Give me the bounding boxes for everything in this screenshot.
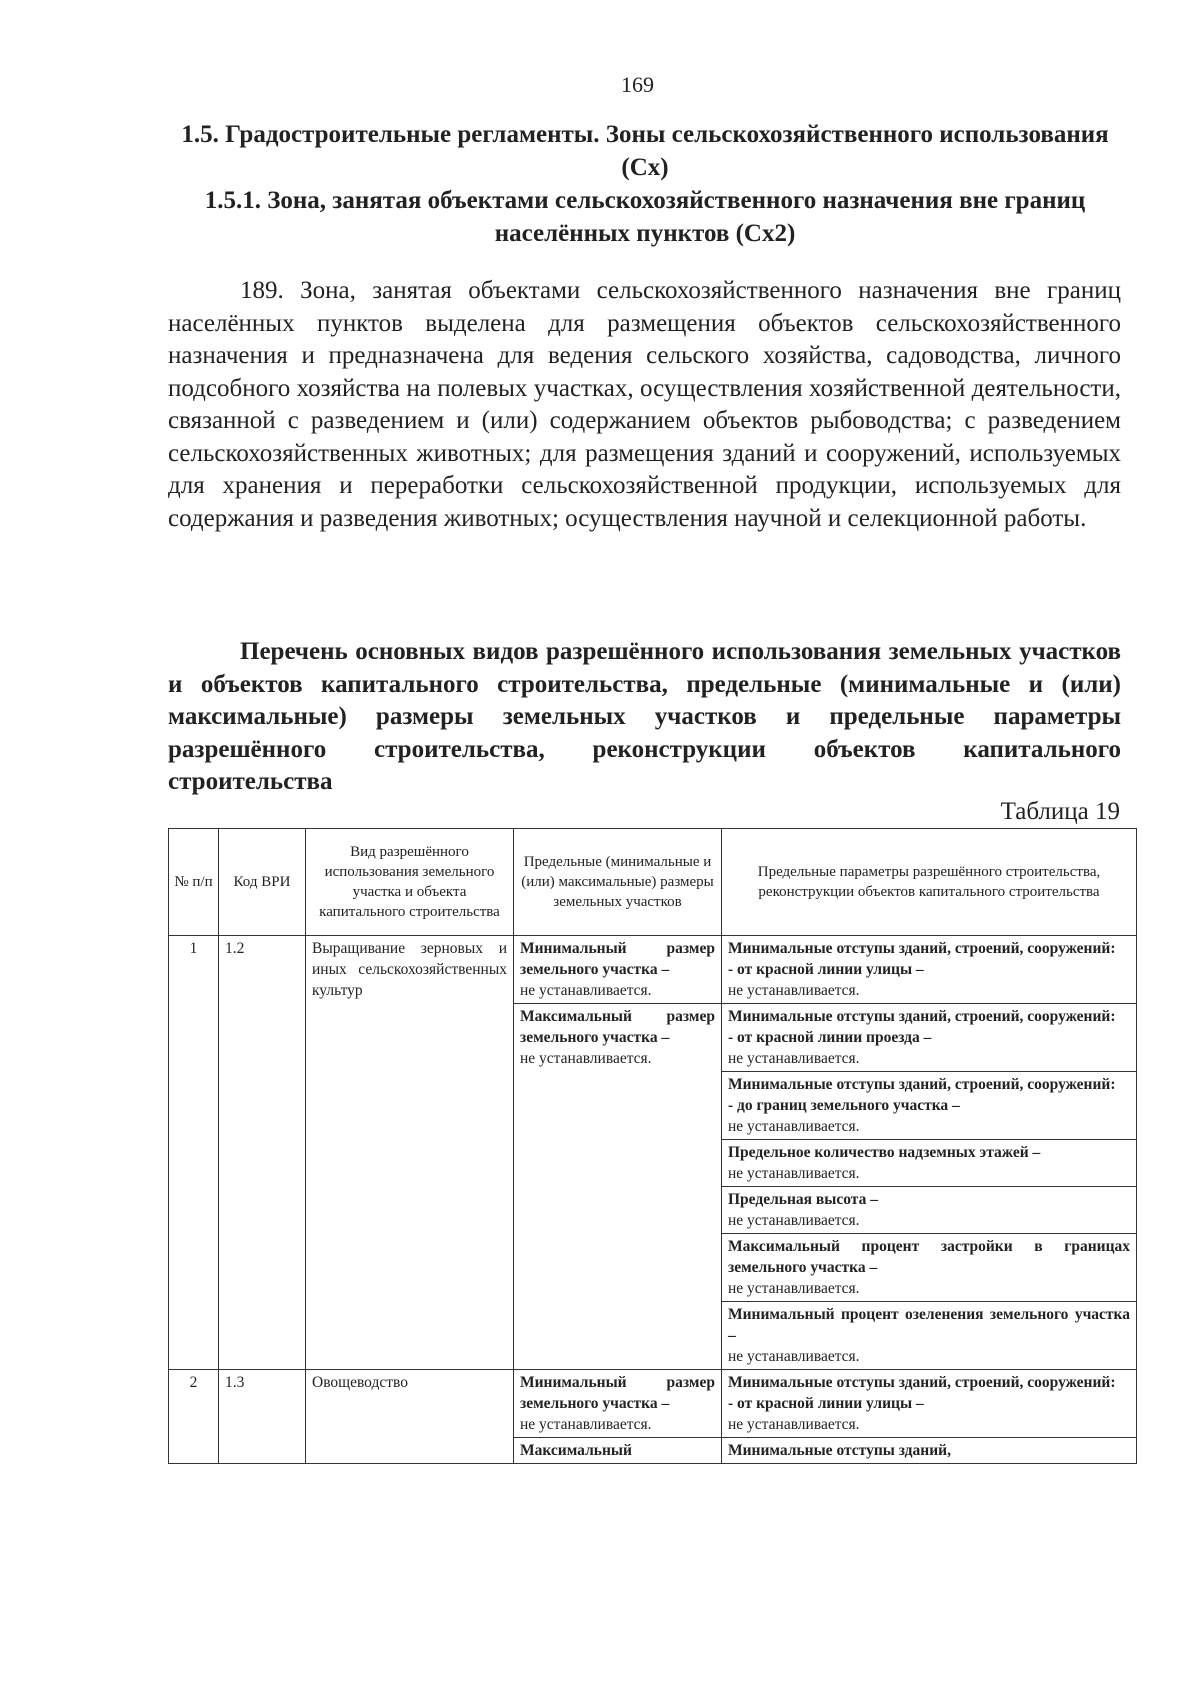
paragraph-189: 189. Зона, занятая объектами сельскохозяйственного назначения вне границ населённых пунктов выделена для размещения объектов сельскохозяйственного назначения и предназначена для ведения сельского хозяйства, садоводства, личного подсобного хозяйства на полевых участках, осуществления хозяйственной деятельности, связанной с разведением и (или) содержанием объектов рыбоводства; с разведением сельскохозяйственных животных; для размещения зданий и сооружений, используемых для хранения и переработки сельскохозяйственной продукции, используемых для содержания и разведения животных; осуществления научной и селекционной работы.: [168, 277, 1121, 532]
plot-size-min-value: не устанавливается.: [520, 982, 652, 999]
header-plot-size: Предельные (минимальные и (или) максимальные) размеры земельных участков: [514, 829, 722, 936]
plot-size-min: [514, 936, 722, 1004]
row-number: 1: [169, 936, 219, 1370]
plot-size-max-title: Максимальный размер земельного участка –: [520, 1008, 715, 1046]
plot-size-min: [514, 1370, 722, 1438]
param-detail: - от красной линии улицы –: [728, 1395, 924, 1412]
param-detail: - от красной линии проезда –: [728, 1029, 932, 1046]
param-cell: [722, 1370, 1137, 1438]
table-row: [169, 936, 1137, 1004]
param-value: не устанавливается.: [728, 1348, 860, 1365]
param-value: не устанавливается.: [728, 982, 860, 999]
plot-size-min-title: Минимальный размер земельного участка –: [520, 1374, 715, 1412]
header-use-type: Вид разрешённого использования земельного участка и объекта капитального строительства: [306, 829, 514, 936]
param-title: Минимальные отступы зданий, строений, сооружений:: [728, 940, 1116, 957]
param-cell: [722, 1438, 1137, 1464]
param-detail: - от красной линии улицы –: [728, 961, 924, 978]
param-value: не устанавливается.: [728, 1165, 860, 1182]
param-cell: [722, 1234, 1137, 1302]
row-number: 2: [169, 1370, 219, 1464]
param-title: Минимальные отступы зданий, строений, сооружений:: [728, 1008, 1116, 1025]
param-title: Максимальный процент застройки в границах земельного участка –: [728, 1238, 1130, 1276]
header-code: Код ВРИ: [219, 829, 306, 936]
plot-size-max-title: Максимальный: [520, 1442, 632, 1459]
param-cell: [722, 1187, 1137, 1234]
param-value: не устанавливается.: [728, 1280, 860, 1297]
table-header-row: [169, 829, 1137, 936]
header-number: № п/п: [169, 829, 219, 936]
table-caption: Таблица 19: [1000, 798, 1120, 825]
param-title: Минимальные отступы зданий,: [728, 1442, 951, 1459]
subsection-heading: 1.5.1. Зона, занятая объектами сельскохозяйственного назначения вне границ населённых пунктов (Сх2): [204, 187, 1086, 247]
page-number: 169: [621, 72, 654, 97]
param-cell: [722, 1302, 1137, 1370]
param-title: Минимальный процент озеленения земельного участка –: [728, 1306, 1130, 1344]
param-cell: [722, 936, 1137, 1004]
param-cell: [722, 1072, 1137, 1140]
param-title: Предельное количество надземных этажей –: [728, 1144, 1041, 1161]
param-title: Предельная высота –: [728, 1191, 878, 1208]
plot-size-max-value: не устанавливается.: [520, 1050, 652, 1067]
param-value: не устанавливается.: [728, 1118, 860, 1135]
regulations-table: [168, 828, 1137, 1464]
param-value: не устанавливается.: [728, 1050, 860, 1067]
param-cell: [722, 1004, 1137, 1072]
table-row: [169, 1370, 1137, 1438]
param-value: не устанавливается.: [728, 1212, 860, 1229]
plot-size-max: [514, 1004, 722, 1370]
row-code: 1.2: [219, 936, 306, 1370]
section-heading: 1.5. Градостроительные регламенты. Зоны сельскохозяйственного использования (Сх): [181, 121, 1109, 181]
row-use-type: Выращивание зерновых и иных сельскохозяйственных культур: [306, 936, 514, 1370]
param-detail: - до границ земельного участка –: [728, 1097, 960, 1114]
plot-size-min-title: Минимальный размер земельного участка –: [520, 940, 715, 978]
param-value: не устанавливается.: [728, 1416, 860, 1433]
header-parameters: Предельные параметры разрешённого строительства, реконструкции объектов капитального строительства: [722, 829, 1137, 936]
param-cell: [722, 1140, 1137, 1187]
param-title: Минимальные отступы зданий, строений, сооружений:: [728, 1076, 1116, 1093]
param-title: Минимальные отступы зданий, строений, сооружений:: [728, 1374, 1116, 1391]
row-use-type: Овощеводство: [306, 1370, 514, 1464]
table-title: Перечень основных видов разрешённого использования земельных участков и объектов капитального строительства, предельные (минимальные и (или) максимальные) размеры земельных участков и предельные параметры разрешённого строительства, реконструкции объектов капитального строительства: [168, 638, 1121, 795]
row-code: 1.3: [219, 1370, 306, 1464]
plot-size-max: [514, 1438, 722, 1464]
plot-size-min-value: не устанавливается.: [520, 1416, 652, 1433]
